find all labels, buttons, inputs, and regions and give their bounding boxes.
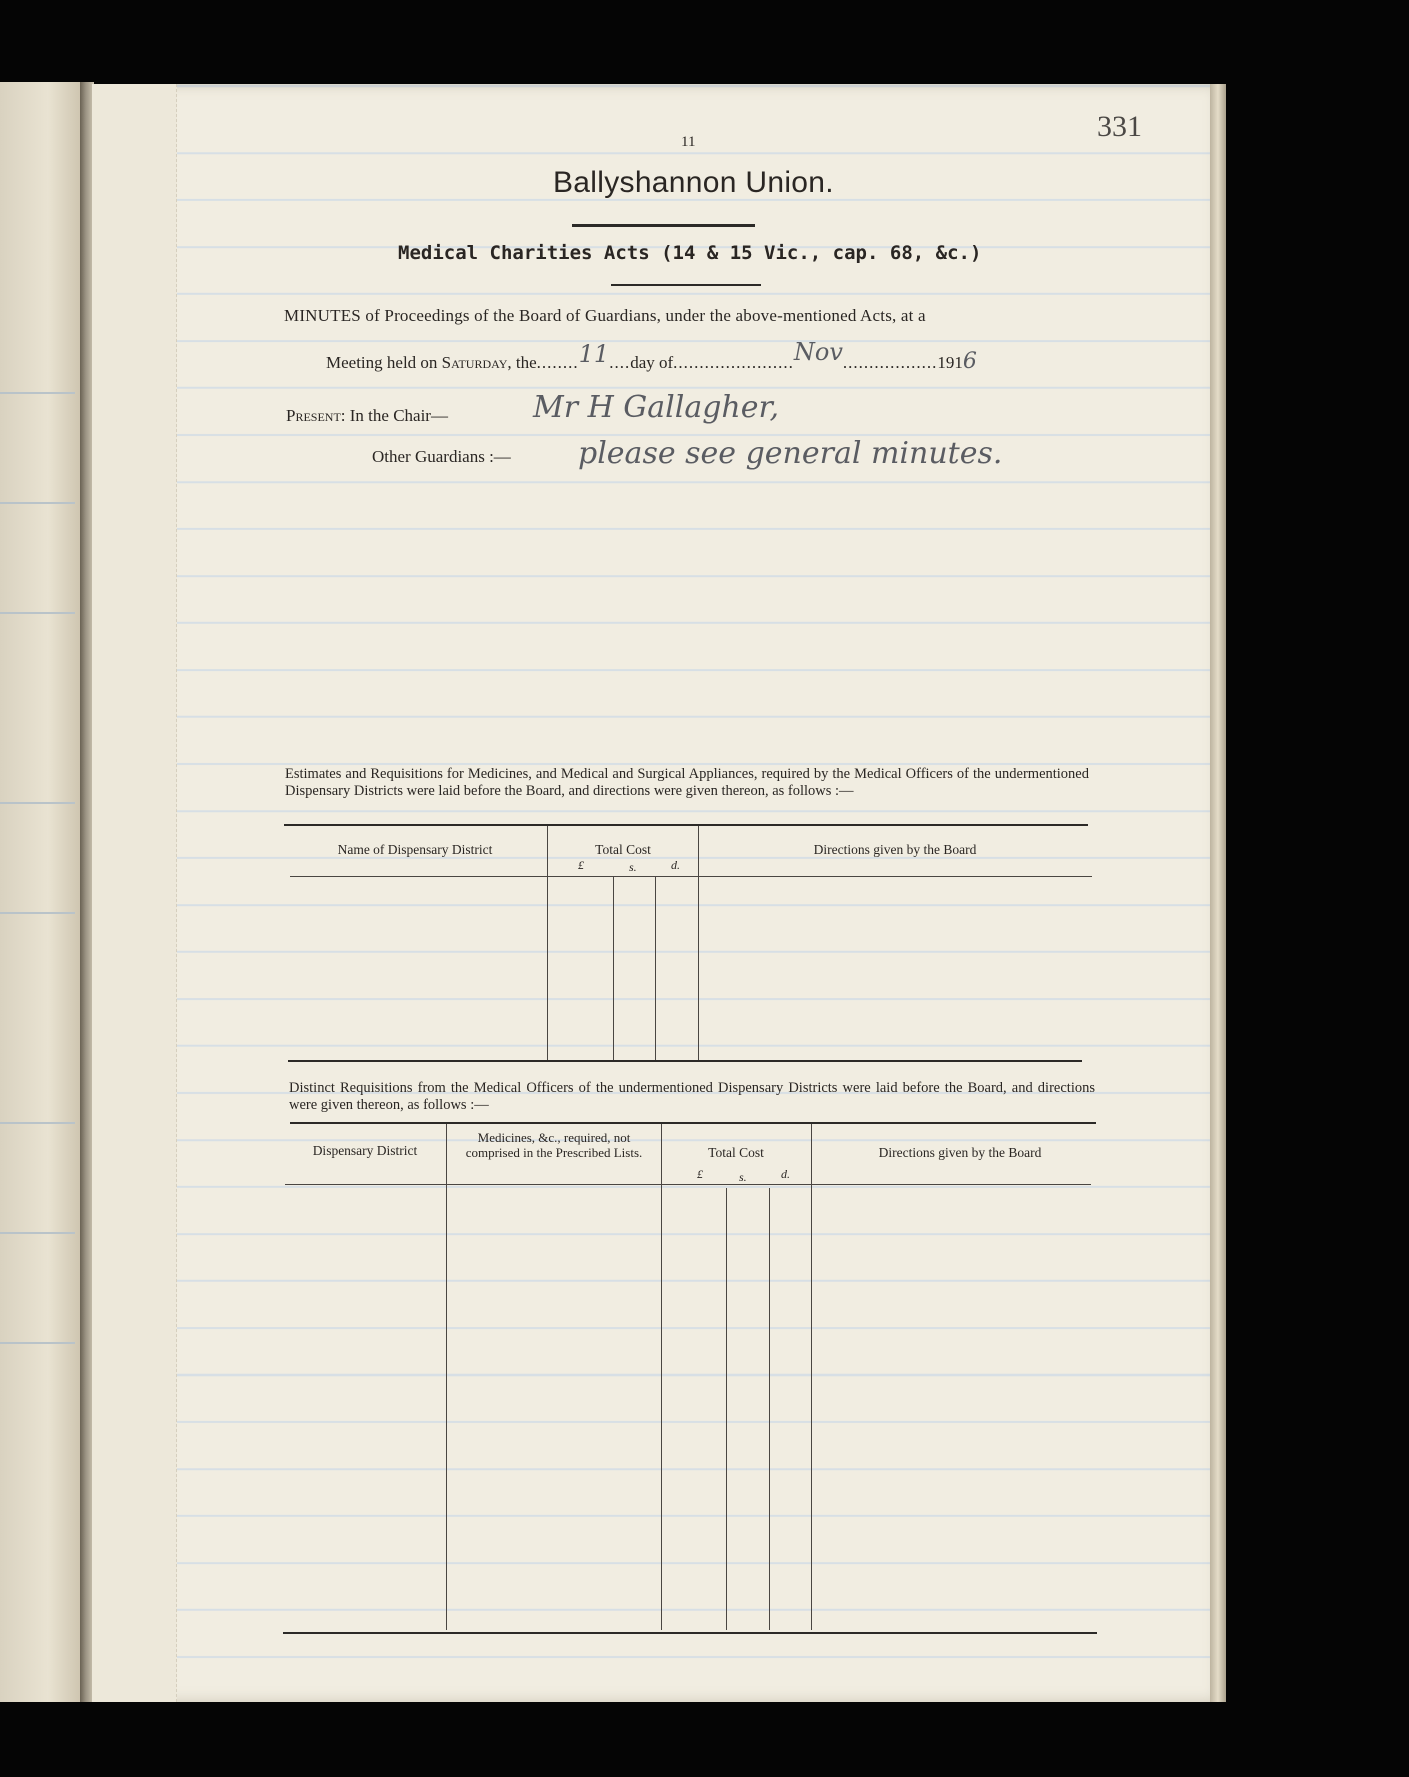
table2-column-rule (661, 1124, 662, 1630)
page-subtitle: Medical Charities Acts (14 & 15 Vic., cap. 68, &c.) (398, 242, 982, 264)
ruled-line (0, 392, 75, 394)
table2-header-total-cost: Total Cost (708, 1145, 764, 1160)
requisitions-paragraph: Distinct Requisitions from the Medical Officers of the undermentioned Dispensary Districts were laid before the Board, and directions were given thereon, as follows :— (289, 1080, 1095, 1113)
table1-bottom-rule (288, 1060, 1082, 1062)
year-handwritten: 6 (962, 349, 977, 374)
present-chair-label (286, 406, 448, 426)
meeting-weekday: Saturday (441, 353, 508, 372)
ruled-line (0, 802, 75, 804)
dotted-fill: .................. (842, 353, 938, 372)
page-title: Ballyshannon Union. (553, 166, 834, 199)
table2-column-rule (446, 1124, 447, 1630)
table1-top-rule (284, 824, 1088, 826)
page-margin (92, 84, 177, 1702)
title-rule (572, 224, 755, 227)
ledger-page (92, 84, 1210, 1702)
table1-header-district: Name of Dispensary District (337, 842, 493, 857)
table2-header-district: Dispensary District (312, 1143, 418, 1158)
table1-header-total-cost: Total Cost (595, 842, 651, 857)
table2-pence: d. (781, 1167, 790, 1181)
table1-pounds: £ (578, 858, 584, 872)
table1-header-directions: Directions given by the Board (813, 842, 977, 857)
previous-page-edge (0, 82, 80, 1702)
dotted-fill: .... (609, 353, 631, 372)
chair-handwritten: Mr H Gallagher, (533, 390, 780, 425)
table2-column-rule (769, 1188, 770, 1630)
page-edge (1210, 84, 1226, 1702)
table1-header-rule (290, 876, 1092, 877)
table2-header-directions: Directions given by the Board (878, 1145, 1042, 1160)
table1-column-rule (698, 826, 699, 1060)
table1-column-rule (613, 876, 614, 1060)
ruled-line (0, 1342, 75, 1344)
present-label: Present (286, 406, 341, 425)
table2-shillings: s. (739, 1170, 747, 1184)
minutes-heading: MINUTES of Proceedings of the Board of Guardians, under the above-mentioned Acts, at a (284, 306, 926, 325)
table2-top-rule (290, 1122, 1096, 1124)
dotted-fill: ........ (536, 353, 579, 372)
table1-column-rule (655, 876, 656, 1060)
ruled-line (0, 1232, 75, 1234)
meeting-line (326, 338, 977, 374)
other-guardians-handwritten: please see general minutes. (578, 436, 1003, 471)
table1-pence: d. (671, 858, 680, 872)
ruled-line (0, 1122, 75, 1124)
chair-label: : In the Chair— (340, 406, 448, 425)
page-number: 331 (1097, 110, 1142, 143)
table1-shillings: s. (629, 860, 637, 874)
estimates-paragraph: Estimates and Requisitions for Medicines, and Medical and Surgical Appliances, required by the Medical Officers of the undermentioned Dispensary Districts were laid before the Board, and directions were given thereon, as follows :— (285, 766, 1089, 799)
table1-column-rule (547, 826, 548, 1060)
table2-column-rule (726, 1188, 727, 1630)
ruled-line (0, 612, 75, 614)
meeting-the: , the (507, 353, 537, 372)
table2-bottom-rule (283, 1632, 1097, 1634)
ruled-line (0, 502, 75, 504)
month-handwritten: Nov (793, 338, 843, 366)
subtitle-rule (611, 284, 761, 286)
table2-pounds: £ (697, 1167, 703, 1181)
table2-header-medicines: Medicines, &c., required, not comprised in the Prescribed Lists. (465, 1130, 643, 1160)
table2-header-rule (285, 1184, 1091, 1185)
meeting-prefix: Meeting held on (326, 353, 442, 372)
other-guardians-label: Other Guardians :— (372, 447, 511, 466)
dotted-fill: ....................... (673, 353, 794, 372)
table2-column-rule (811, 1124, 812, 1630)
column-number: 11 (681, 134, 696, 150)
ruled-line (0, 912, 75, 914)
day-handwritten: 11 (578, 340, 610, 368)
day-of-label: day of (630, 353, 674, 372)
year-printed: 191 (937, 353, 963, 372)
